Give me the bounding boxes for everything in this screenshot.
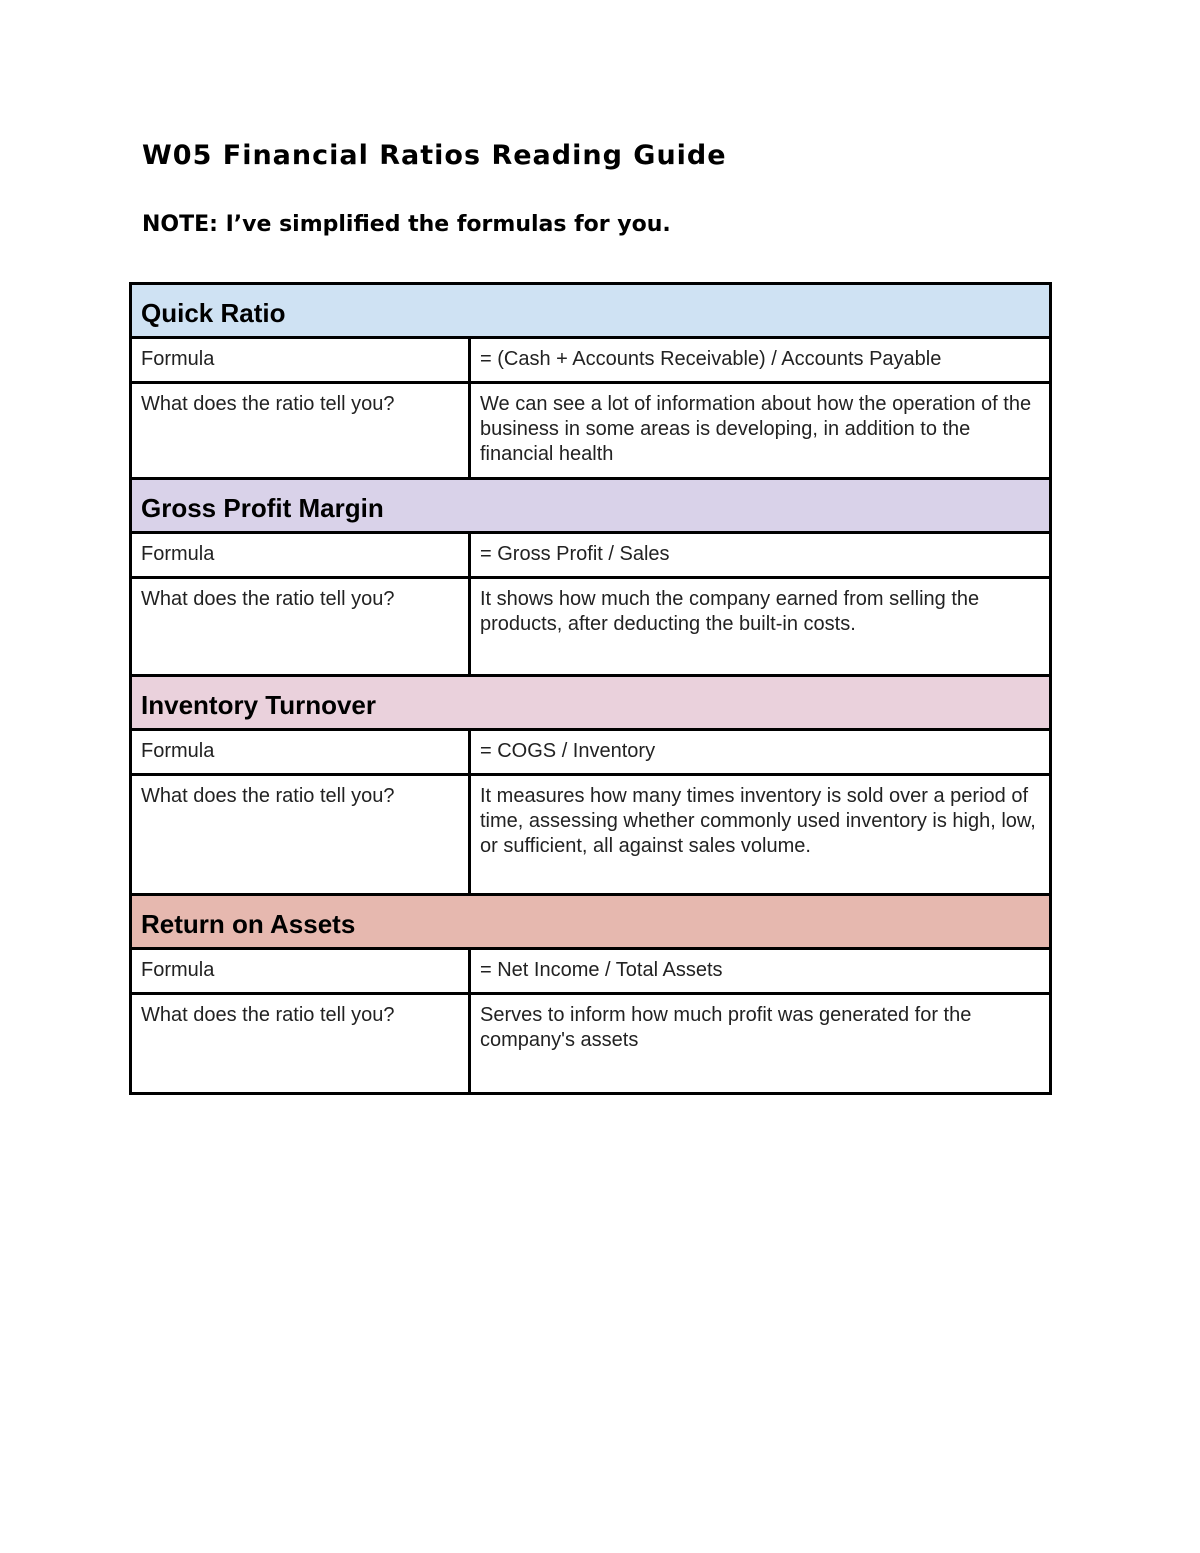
explanation-row: [131, 994, 1051, 1094]
answer-text: It measures how many times inventory is sold over a period of time, assessing whether commonly used inventory is high, low, or sufficient, all against sales volume.: [470, 775, 1051, 895]
formula-value: = COGS / Inventory: [470, 730, 1051, 775]
answer-text: It shows how much the company earned from selling the products, after deducting the built-in costs.: [470, 578, 1051, 676]
formula-value: = Net Income / Total Assets: [470, 949, 1051, 994]
section-header-row: [131, 284, 1051, 338]
question-label: What does the ratio tell you?: [131, 383, 470, 479]
formula-row: [131, 730, 1051, 775]
section-heading: Return on Assets: [131, 895, 1051, 949]
formula-label: Formula: [131, 949, 470, 994]
question-label: What does the ratio tell you?: [131, 578, 470, 676]
formula-label: Formula: [131, 730, 470, 775]
document-note: NOTE: I’ve simplified the formulas for you.: [142, 212, 671, 237]
formula-value: = Gross Profit / Sales: [470, 533, 1051, 578]
explanation-row: [131, 383, 1051, 479]
section-header-row: [131, 676, 1051, 730]
section-header-row: [131, 479, 1051, 533]
answer-text: Serves to inform how much profit was generated for the company's assets: [470, 994, 1051, 1094]
formula-label: Formula: [131, 338, 470, 383]
formula-row: [131, 338, 1051, 383]
question-label: What does the ratio tell you?: [131, 994, 470, 1094]
section-heading: Quick Ratio: [131, 284, 1051, 338]
formula-value: = (Cash + Accounts Receivable) / Accounts Payable: [470, 338, 1051, 383]
ratios-table: [129, 282, 1052, 1095]
explanation-row: [131, 775, 1051, 895]
question-label: What does the ratio tell you?: [131, 775, 470, 895]
formula-row: [131, 533, 1051, 578]
document-title: W05 Financial Ratios Reading Guide: [142, 140, 727, 171]
section-header-row: [131, 895, 1051, 949]
section-heading: Gross Profit Margin: [131, 479, 1051, 533]
explanation-row: [131, 578, 1051, 676]
answer-text: We can see a lot of information about how the operation of the business in some areas is developing, in addition to the financial health: [470, 383, 1051, 479]
section-heading: Inventory Turnover: [131, 676, 1051, 730]
formula-row: [131, 949, 1051, 994]
formula-label: Formula: [131, 533, 470, 578]
